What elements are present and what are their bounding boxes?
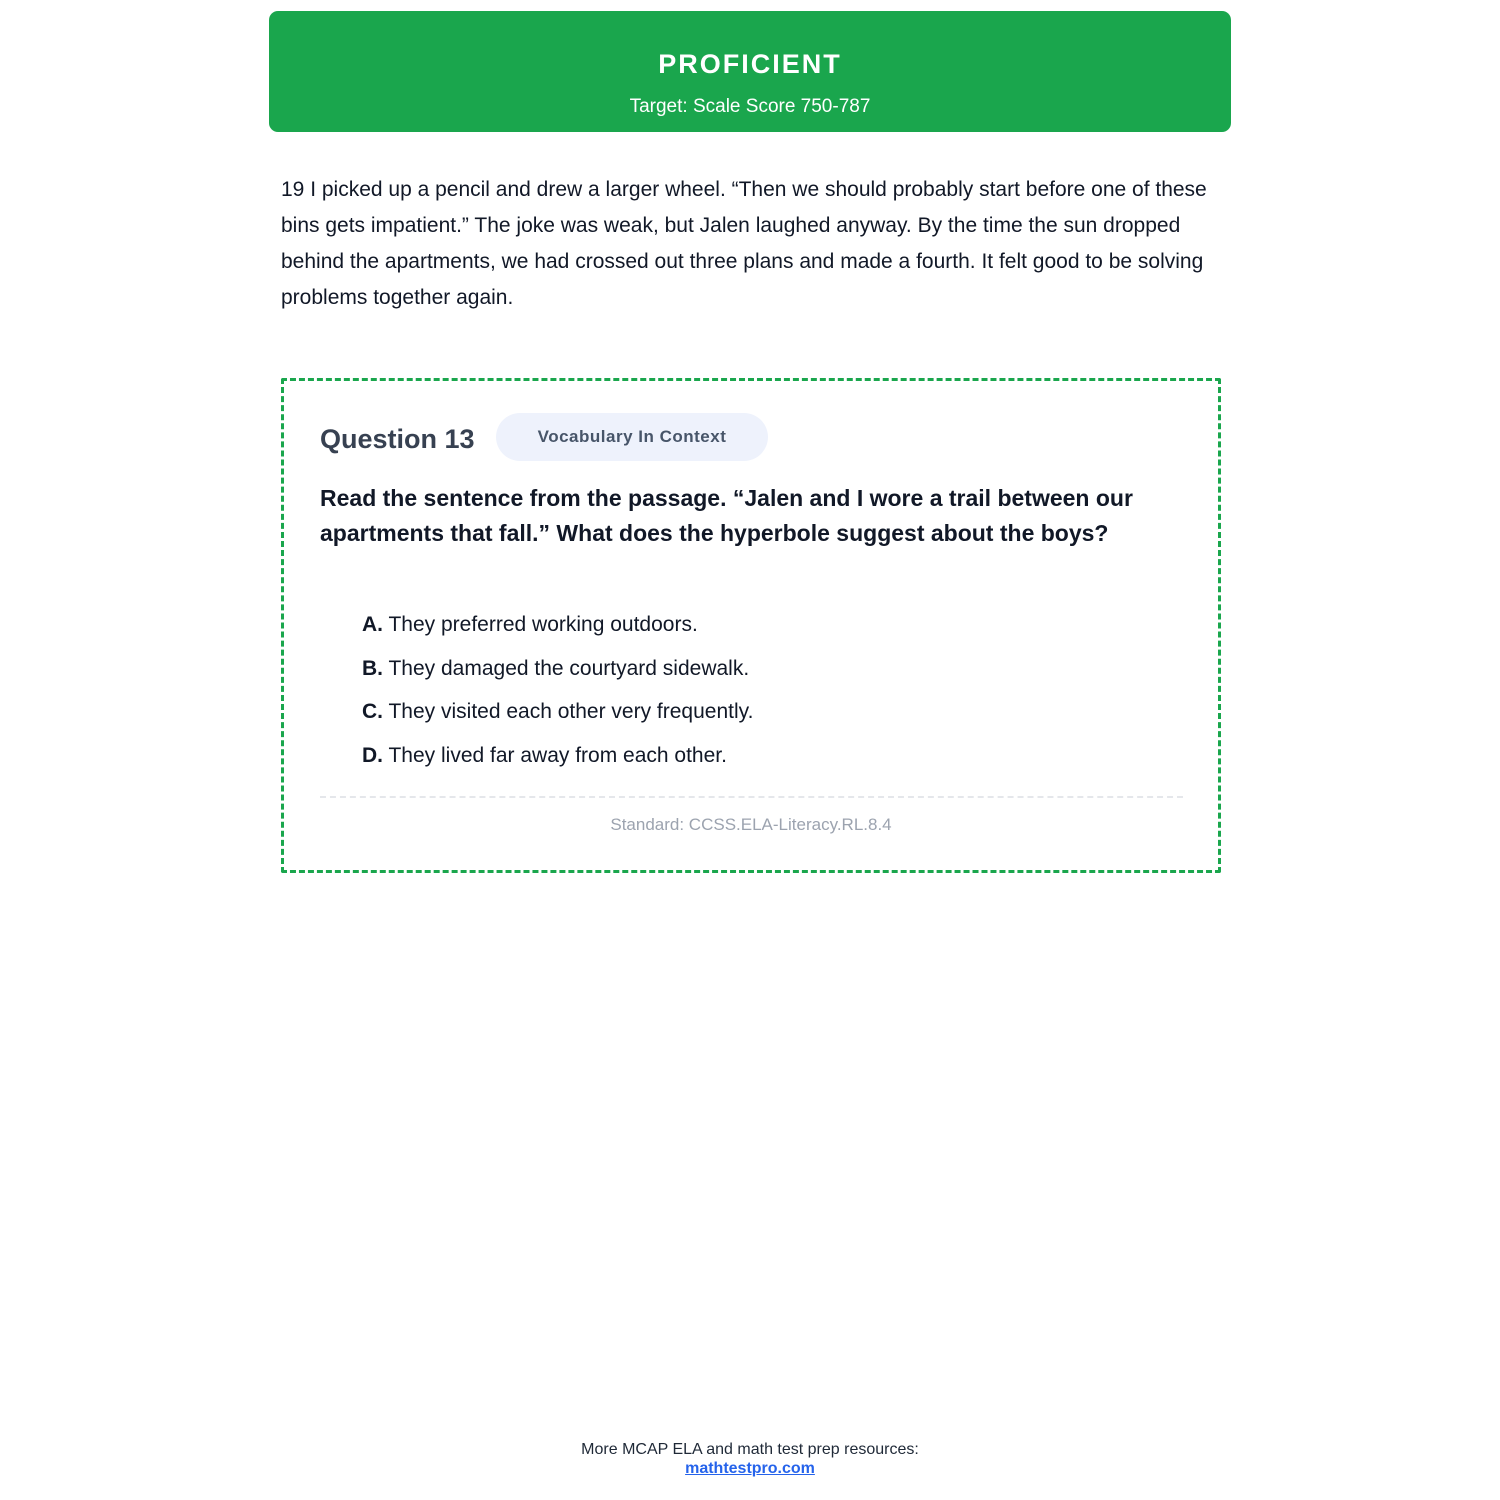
answer-choice-c[interactable] bbox=[362, 690, 1142, 734]
standard-code: Standard: CCSS.ELA-Literacy.RL.8.4 bbox=[610, 815, 892, 834]
card-divider bbox=[320, 796, 1183, 798]
proficiency-level-title: PROFICIENT bbox=[658, 49, 842, 79]
choice-text: They visited each other very frequently. bbox=[388, 700, 754, 723]
question-prompt: Read the sentence from the passage. “Jalen and I wore a trail between our apartments that fall.” What does the hyperbole suggest about the boys? bbox=[320, 485, 1133, 546]
choice-letter: B. bbox=[362, 656, 383, 680]
footer-link[interactable]: mathtestpro.com bbox=[685, 1460, 815, 1477]
target-score-range: Target: Scale Score 750-787 bbox=[629, 96, 871, 117]
choice-letter: C. bbox=[362, 700, 383, 723]
question-skill-badge: Vocabulary In Context bbox=[496, 413, 768, 461]
answer-choice-b[interactable] bbox=[362, 647, 1142, 691]
answer-choice-d[interactable] bbox=[362, 734, 1142, 778]
proficiency-banner bbox=[269, 11, 1231, 132]
answer-choices bbox=[362, 603, 1142, 777]
choice-text: They damaged the courtyard sidewalk. bbox=[388, 656, 750, 680]
footer-text: More MCAP ELA and math test prep resources: bbox=[581, 1441, 919, 1458]
question-card bbox=[281, 378, 1221, 873]
choice-text: They lived far away from each other. bbox=[388, 743, 727, 767]
choice-letter: A. bbox=[362, 613, 383, 636]
choice-text: They preferred working outdoors. bbox=[388, 613, 698, 636]
answer-choice-a[interactable] bbox=[362, 603, 1142, 647]
choice-letter: D. bbox=[362, 743, 383, 767]
question-number: Question 13 bbox=[320, 424, 475, 454]
passage-excerpt: 19 I picked up a pencil and drew a larger wheel. “Then we should probably start before one of these bins gets impatient.” The joke was weak, but Jalen laughed anyway. By the time the sun dropped behind the apartments, we had crossed out three plans and made a fourth. It felt good to be solving problems together again. bbox=[281, 178, 1207, 309]
footer bbox=[0, 1440, 1500, 1478]
